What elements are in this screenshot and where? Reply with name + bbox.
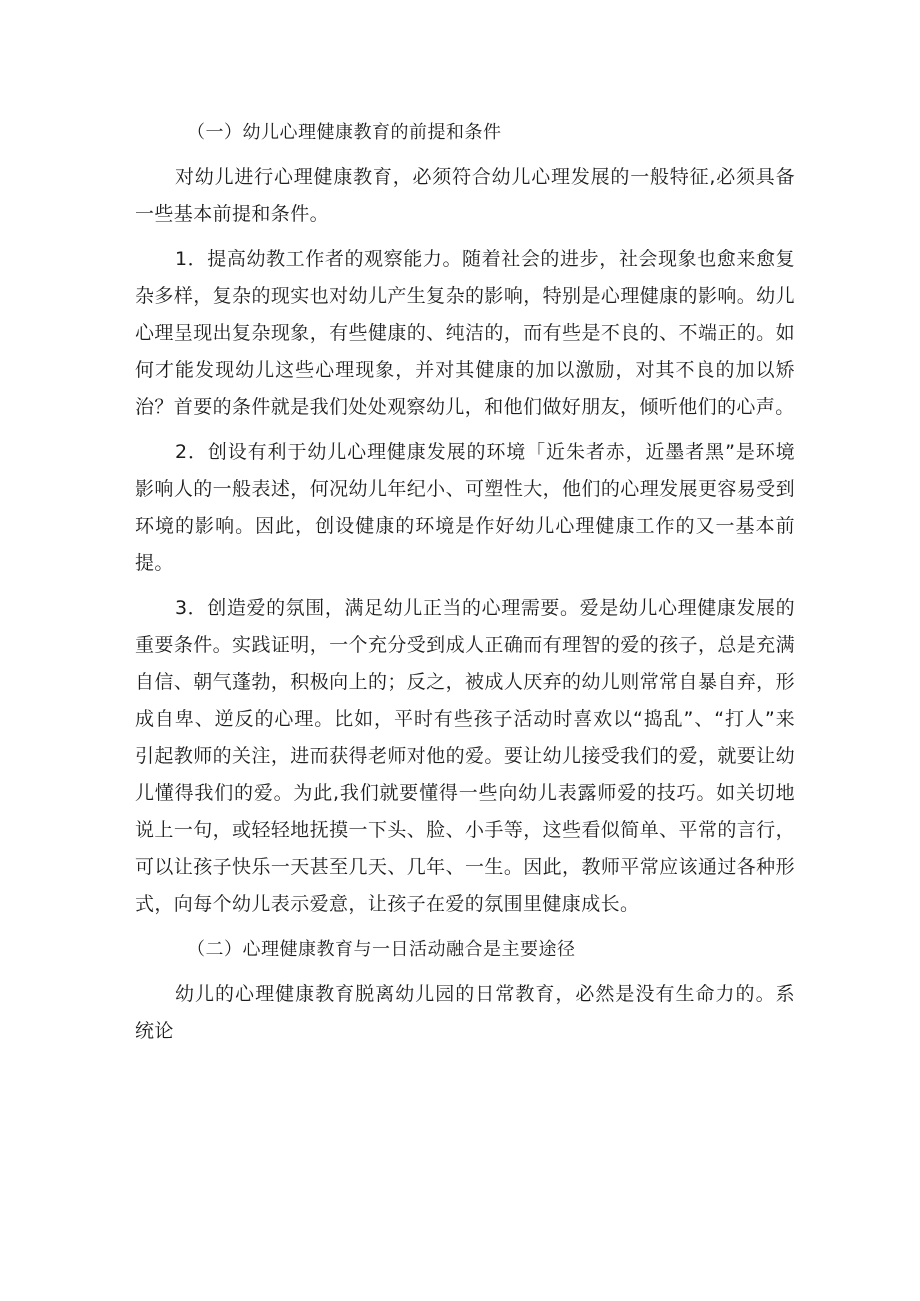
paragraph-point-2: 2．创设有利于幼儿心理健康发展的环境「近朱者赤，近墨者黑”是环境影响人的一般表述，何况幼儿年纪小、可塑性大，他们的心理发展更容易受到环境的影响。因此，创设健康的环境是作好幼儿心理健康工作的又一基本前提。	[135, 441, 795, 574]
section-heading-2: （二）心理健康教育与一日活动融合是主要途径	[187, 939, 576, 960]
paragraph-point-1: 1．提高幼教工作者的观察能力。随着社会的进步，社会现象也愈来愈复杂多样，复杂的现实也对幼儿产生复杂的影响，特别是心理健康的影响。幼儿心理呈现出复杂现象，有些健康的、纯洁的，而有些是不良的、不端正的。如何才能发现幼儿这些心理现象，并对其健康的加以激励，对其不良的加以矫治？首要的条件就是我们处处观察幼儿，和他们做好朋友，倾听他们的心声。	[135, 248, 795, 418]
paragraph-section-2: 幼儿的心理健康教育脱离幼儿园的日常教育，必然是没有生命力的。系统论	[135, 983, 795, 1042]
paragraph-intro: 对幼儿进行心理健康教育，必须符合幼儿心理发展的一般特征,必须具备一些基本前提和条件。	[135, 166, 795, 225]
document-body	[135, 114, 795, 1058]
paragraph-point-3: 3．创造爱的氛围，满足幼儿正当的心理需要。爱是幼儿心理健康发展的重要条件。实践证明，一个充分受到成人正确而有理智的爱的孩子，总是充满自信、朝气蓬勃，积极向上的；反之，被成人厌弃的幼儿则常常自暴自弃，形成自卑、逆反的心理。比如，平时有些孩子活动时喜欢以“捣乱”、“打人”来引起教师的关注，进而获得老师对他的爱。要让幼儿接受我们的爱，就要让幼儿懂得我们的爱。为此,我们就要懂得一些向幼儿表露师爱的技巧。如关切地说上一句，或轻轻地抚摸一下头、脸、小手等，这些看似简单、平常的言行，可以让孩子快乐一天甚至几天、几年、一生。因此，教师平常应该通过各种形式，向每个幼儿表示爱意，让孩子在爱的氛围里健康成长。	[135, 597, 795, 915]
section-heading-1: （一）幼儿心理健康教育的前提和条件	[187, 122, 502, 143]
